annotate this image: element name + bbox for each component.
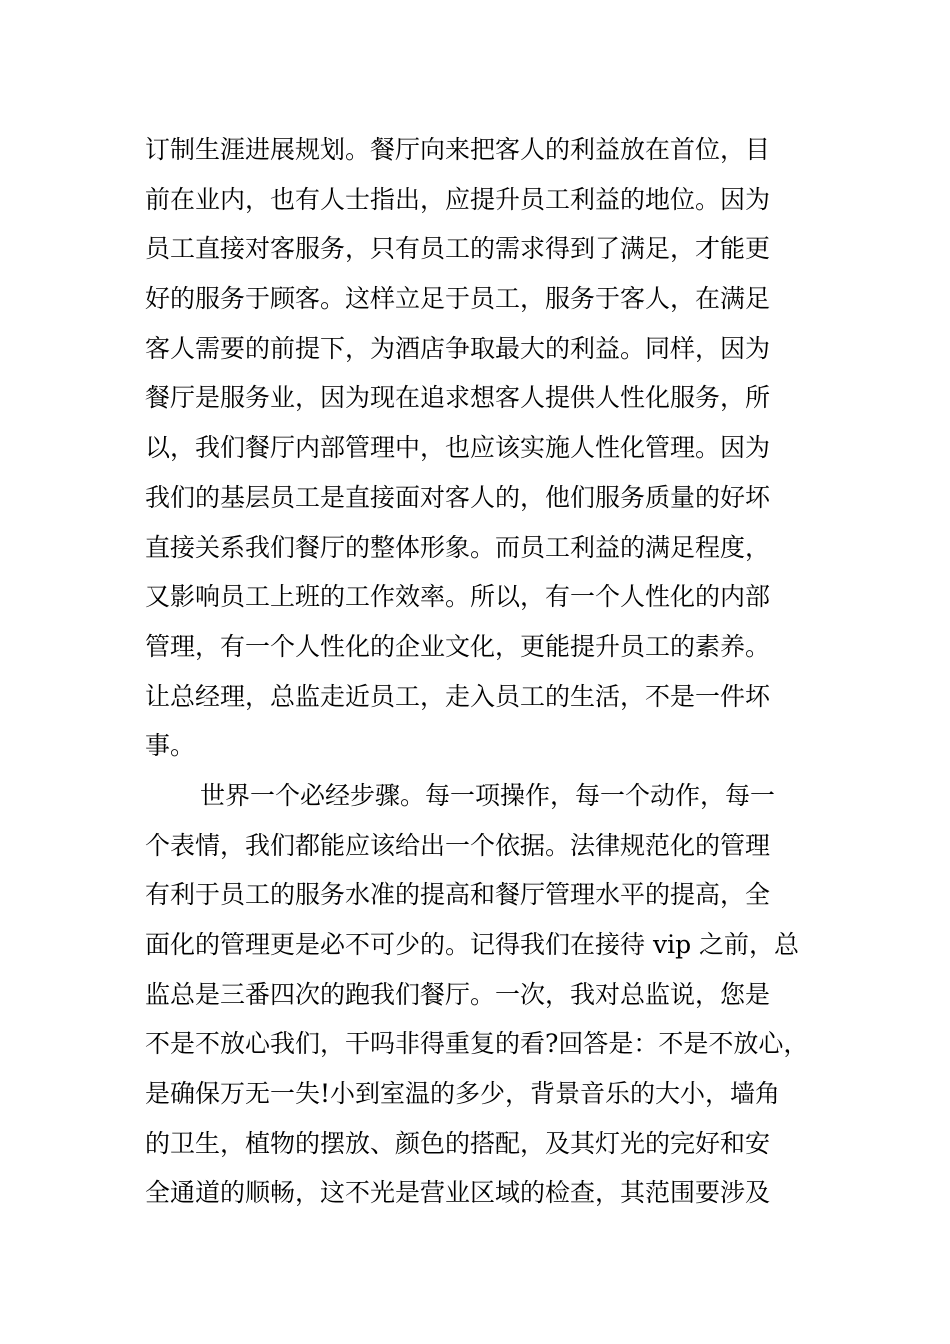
text-line: 监总是三番四次的跑我们餐厅。一次，我对总监说，您是 bbox=[145, 979, 771, 1009]
text-line: 让总经理，总监走近员工，走入员工的生活，不是一件坏 bbox=[145, 681, 771, 711]
text-line: 以，我们餐厅内部管理中，也应该实施人性化管理。因为 bbox=[145, 433, 771, 463]
paragraph-2 bbox=[145, 771, 810, 1218]
text-line: 我们的基层员工是直接面对客人的，他们服务质量的好坏 bbox=[145, 482, 771, 512]
text-line: 世界一个必经步骤。每一项操作，每一个动作，每一 bbox=[200, 780, 776, 810]
text-line: 的卫生，植物的摆放、颜色的搭配，及其灯光的完好和安 bbox=[145, 1128, 771, 1158]
text-line: 又影响员工上班的工作效率。所以，有一个人性化的内部 bbox=[145, 582, 771, 612]
text-line: 订制生涯进展规划。餐厅向来把客人的利益放在首位，目 bbox=[145, 135, 771, 164]
text-line: 管理，有一个人性化的企业文化，更能提升员工的素养。 bbox=[145, 631, 771, 661]
text-line: 直接关系我们餐厅的整体形象。而员工利益的满足程度， bbox=[145, 532, 771, 562]
document-page bbox=[145, 125, 810, 1218]
text-line: 有利于员工的服务水准的提高和餐厅管理水平的提高，全 bbox=[145, 880, 771, 910]
text-line: 餐厅是服务业，因为现在追求想客人提供人性化服务，所 bbox=[145, 383, 771, 413]
text-line: 是确保万无一失!小到室温的多少，背景音乐的大小，墙角 bbox=[145, 1079, 781, 1109]
text-line: 事。 bbox=[145, 731, 196, 761]
text-line: 前在业内，也有人士指出，应提升员工利益的地位。因为 bbox=[145, 184, 771, 214]
text-line: 个表情，我们都能应该给出一个依据。法律规范化的管理 bbox=[145, 830, 771, 860]
paragraph-1 bbox=[145, 125, 810, 771]
text-line: 面化的管理更是必不可少的。记得我们在接待 vip 之前，总 bbox=[145, 930, 800, 959]
text-line: 全通道的顺畅，这不光是营业区域的检查，其范围要涉及 bbox=[145, 1178, 771, 1208]
text-line: 员工直接对客服务，只有员工的需求得到了满足，才能更 bbox=[145, 234, 771, 264]
text-line: 客人需要的前提下，为酒店争取最大的利益。同样，因为 bbox=[145, 333, 771, 363]
text-line: 好的服务于顾客。这样立足于员工，服务于客人，在满足 bbox=[145, 284, 771, 314]
text-line: 不是不放心我们，干吗非得重复的看?回答是：不是不放心， bbox=[145, 1029, 809, 1059]
